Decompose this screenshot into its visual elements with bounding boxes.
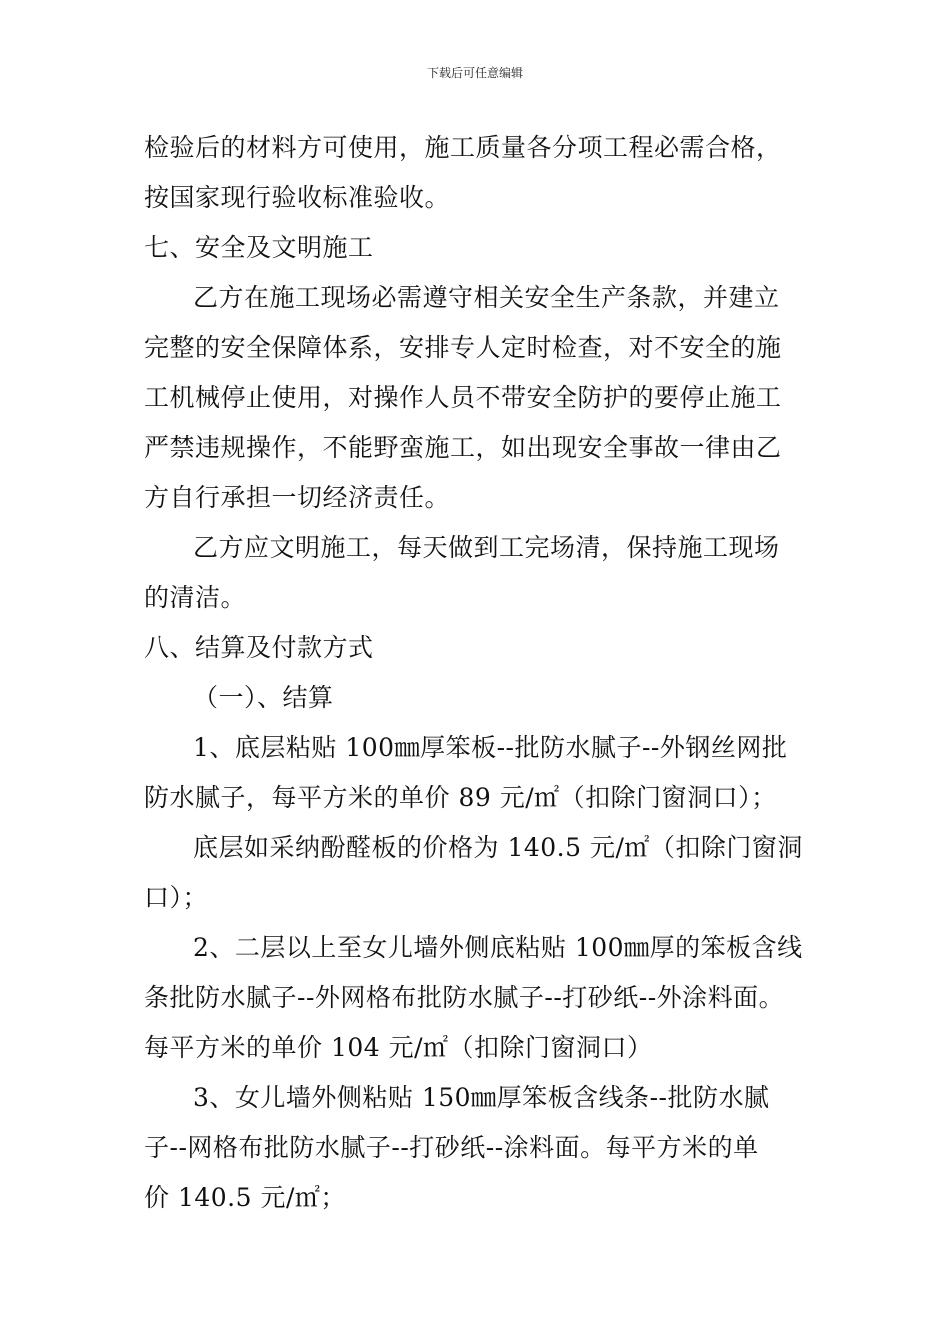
paragraph-line: 完整的安全保障体系，安排专人定时检查，对不安全的施	[144, 333, 782, 362]
paragraph-line: 价 140.5 元/㎡；	[144, 1183, 346, 1212]
paragraph-line: 乙方应文明施工，每天做到工完场清，保持施工现场	[193, 533, 780, 562]
paragraph-line: 检验后的材料方可使用，施工质量各分项工程必需合格，	[144, 133, 782, 162]
paragraph-line: 方自行承担一切经济责任。	[144, 483, 451, 512]
subsection-heading: （一）、结算	[193, 683, 334, 712]
paragraph-line: 乙方在施工现场必需遵守相关安全生产条款，并建立	[193, 283, 780, 312]
paragraph-line: 3、女儿墙外侧粘贴 150㎜厚笨板含线条--批防水腻	[193, 1083, 770, 1112]
page-header: 下载后可任意编辑	[426, 66, 523, 80]
section-heading: 八、结算及付款方式	[144, 633, 374, 662]
paragraph-line: 工机械停止使用，对操作人员不带安全防护的要停止施工	[144, 383, 782, 412]
section-heading: 七、安全及文明施工	[144, 233, 374, 262]
paragraph-line: 2、二层以上至女儿墙外侧底粘贴 100㎜厚的笨板含线	[193, 933, 803, 962]
paragraph-line: 防水腻子，每平方米的单价 89 元/㎡（扣除门窗洞口）；	[144, 783, 777, 812]
paragraph-line: 按国家现行验收标准验收。	[144, 183, 451, 212]
paragraph-line: 的清洁。	[144, 583, 247, 612]
paragraph-line: 口）；	[144, 883, 209, 912]
paragraph-line: 每平方米的单价 104 元/㎡（扣除门窗洞口）	[144, 1033, 653, 1062]
paragraph-line: 条批防水腻子--外网格布批防水腻子--打砂纸--外涂料面。	[144, 983, 785, 1012]
paragraph-line: 严禁违规操作，不能野蛮施工，如出现安全事故一律由乙	[144, 433, 782, 462]
paragraph-line: 底层如采纳酚醛板的价格为 140.5 元/㎡（扣除门窗洞	[193, 833, 803, 862]
paragraph-line: 1、底层粘贴 100㎜厚笨板--批防水腻子--外钢丝网批	[193, 733, 788, 762]
paragraph-line: 子--网格布批防水腻子--打砂纸--涂料面。每平方米的单	[144, 1133, 759, 1162]
